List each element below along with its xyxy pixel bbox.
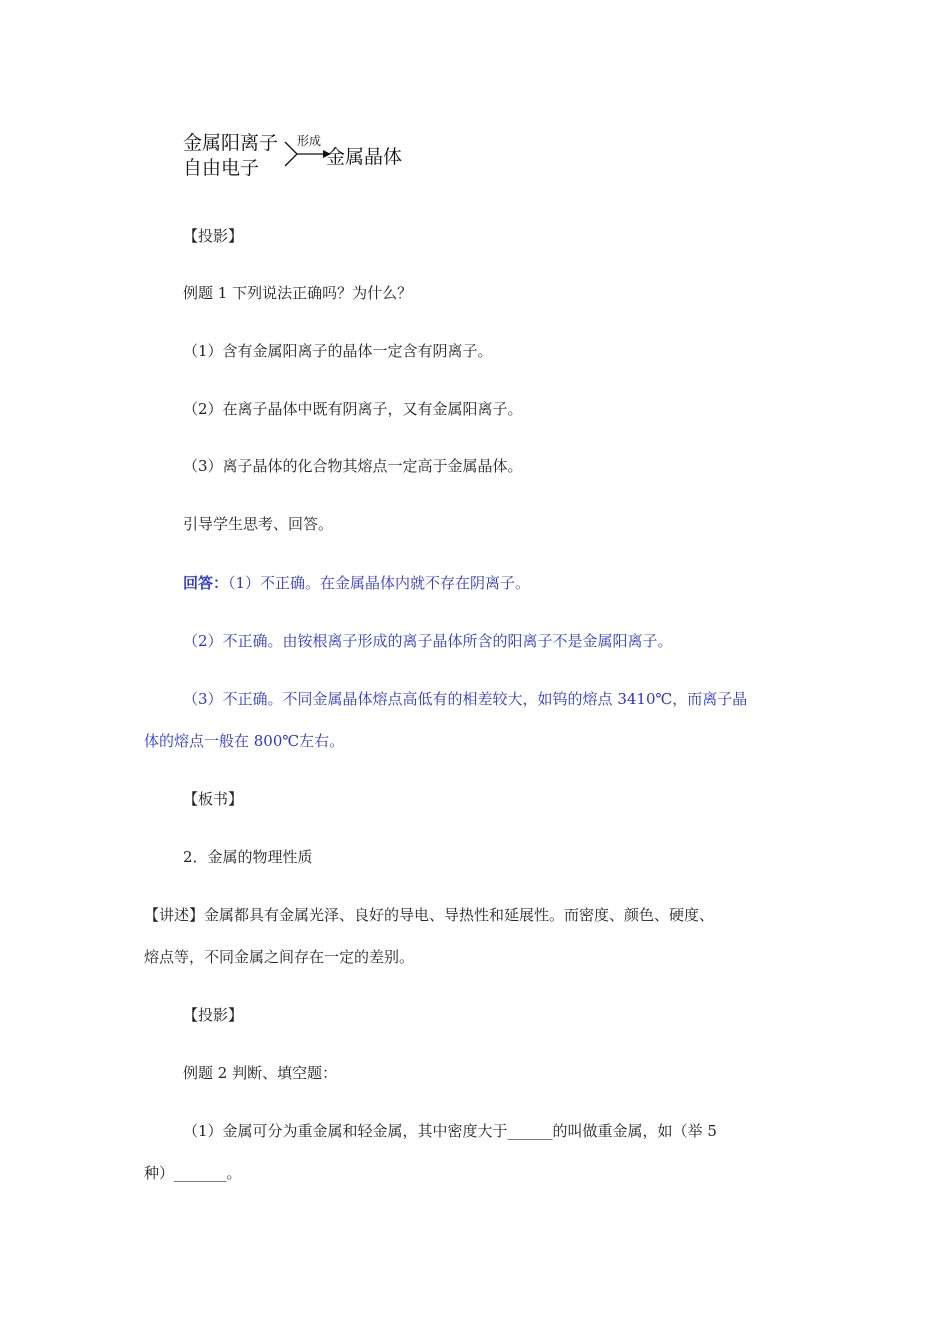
guide-instruction: 引导学生思考、回答。 xyxy=(183,515,334,533)
answer-1 xyxy=(183,573,530,593)
example-2-item-1-line-1: （1）金属可分为重金属和轻金属，其中密度大于______的叫做重金属，如（举 5 xyxy=(183,1122,717,1140)
example-2-item-1-line-2: 种）_______。 xyxy=(144,1164,242,1182)
lecture-line-2: 熔点等，不同金属之间存在一定的差别。 xyxy=(144,948,415,966)
blackboard-heading: 【板书】 xyxy=(183,790,244,808)
section-title-physical-properties: 2．金属的物理性质 xyxy=(183,848,313,866)
projection-heading: 【投影】 xyxy=(183,227,244,245)
example-1-title: 例题 1 下列说法正确吗？为什么？ xyxy=(183,284,413,302)
example-1-item-3: （3）离子晶体的化合物其熔点一定高于金属晶体。 xyxy=(183,457,523,475)
formation-diagram xyxy=(183,130,423,182)
answer-2: （2）不正确。由铵根离子形成的离子晶体所含的阳离子不是金属阳离子。 xyxy=(183,632,673,650)
projection-heading-2: 【投影】 xyxy=(183,1006,244,1024)
answer-1-text: （1）不正确。在金属晶体内就不存在阴离子。 xyxy=(228,574,531,592)
answer-label: 回答： xyxy=(183,574,229,592)
diagram-input-free-electron: 自由电子 xyxy=(183,157,260,179)
example-1-item-1: （1）含有金属阳离子的晶体一定含有阴离子。 xyxy=(183,342,493,360)
diagram-input-metal-cation: 金属阳离子 xyxy=(183,132,279,154)
diagram-output-metal-crystal: 金属晶体 xyxy=(326,146,403,168)
diagram-arrow-label: 形成 xyxy=(297,134,322,148)
example-1-item-2: （2）在离子晶体中既有阴离子，又有金属阳离子。 xyxy=(183,400,523,418)
lecture-line-1: 【讲述】金属都具有金属光泽、良好的导电、导热性和延展性。而密度、颜色、硬度、 xyxy=(144,906,715,924)
answer-3-line-1: （3）不正确。不同金属晶体熔点高低有的相差较大，如钨的熔点 3410℃，而离子晶 xyxy=(183,690,748,708)
answer-3-line-2: 体的熔点一般在 800℃左右。 xyxy=(144,732,345,750)
example-2-title: 例题 2 判断、填空题： xyxy=(183,1064,338,1082)
